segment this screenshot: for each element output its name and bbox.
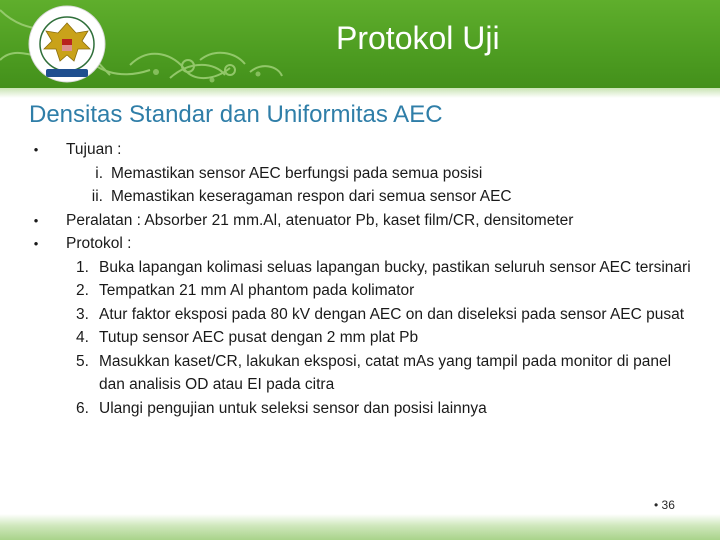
bapeten-logo (12, 3, 122, 85)
sub-item (29, 185, 699, 209)
step-number: 1. (76, 258, 89, 276)
protocol-step (29, 397, 699, 421)
step-number: 4. (76, 329, 89, 346)
bullet-text: Peralatan : Absorber 21 mm.Al, atenuator Pb, kaset film/CR, densitometer (66, 211, 574, 229)
sub-item-text: Memastikan keseragaman respon dari semua sensor AEC (111, 188, 512, 205)
step-text: Tutup sensor AEC pusat dengan 2 mm plat Pb (99, 329, 419, 346)
sub-item-number: ii. (91, 188, 103, 205)
slide-header (0, 0, 720, 88)
bullet-icon: • (33, 142, 39, 157)
bullet-text: Protokol : (66, 235, 132, 252)
step-number: 3. (76, 305, 89, 323)
slide-title: Protokol Uji (336, 20, 500, 56)
step-text: Buka lapangan kolimasi seluas lapangan bucky, pastikan seluruh sensor AEC tersinari (99, 258, 691, 276)
step-number: 6. (76, 399, 89, 417)
bullet-icon: • (33, 236, 39, 251)
protocol-step (29, 326, 699, 350)
step-text: Tempatkan 21 mm Al phantom pada kolimator (99, 282, 415, 299)
page-number: • 36 (654, 498, 675, 512)
protocol-step (29, 279, 699, 303)
bullet-item (29, 232, 699, 256)
step-number: 2. (76, 282, 89, 299)
step-text: Ulangi pengujian untuk seleksi sensor dan posisi lainnya (99, 399, 487, 417)
step-number: 5. (76, 352, 89, 370)
protocol-step (29, 303, 699, 327)
slide-content (29, 138, 699, 420)
bullet-icon: • (33, 212, 39, 228)
protocol-step (29, 350, 699, 397)
header-gradient-band (0, 88, 720, 98)
step-text: Atur faktor eksposi pada 80 kV dengan AEC on dan diseleksi pada sensor AEC pusat (99, 305, 685, 323)
bullet-item (29, 138, 699, 162)
bullet-text: Tujuan : (66, 141, 122, 158)
slide-subtitle: Densitas Standar dan Uniformitas AEC (29, 101, 443, 128)
footer-gradient-band (0, 514, 720, 540)
step-text: Masukkan kaset/CR, lakukan eksposi, catat mAs yang tampil pada monitor di panel dan analisis OD atau EI pada citra (99, 352, 672, 393)
protocol-step (29, 256, 699, 280)
bullet-item (29, 209, 699, 233)
sub-item-text: Memastikan sensor AEC berfungsi pada semua posisi (111, 164, 483, 182)
sub-item-number: i. (95, 164, 103, 182)
sub-item (29, 162, 699, 186)
